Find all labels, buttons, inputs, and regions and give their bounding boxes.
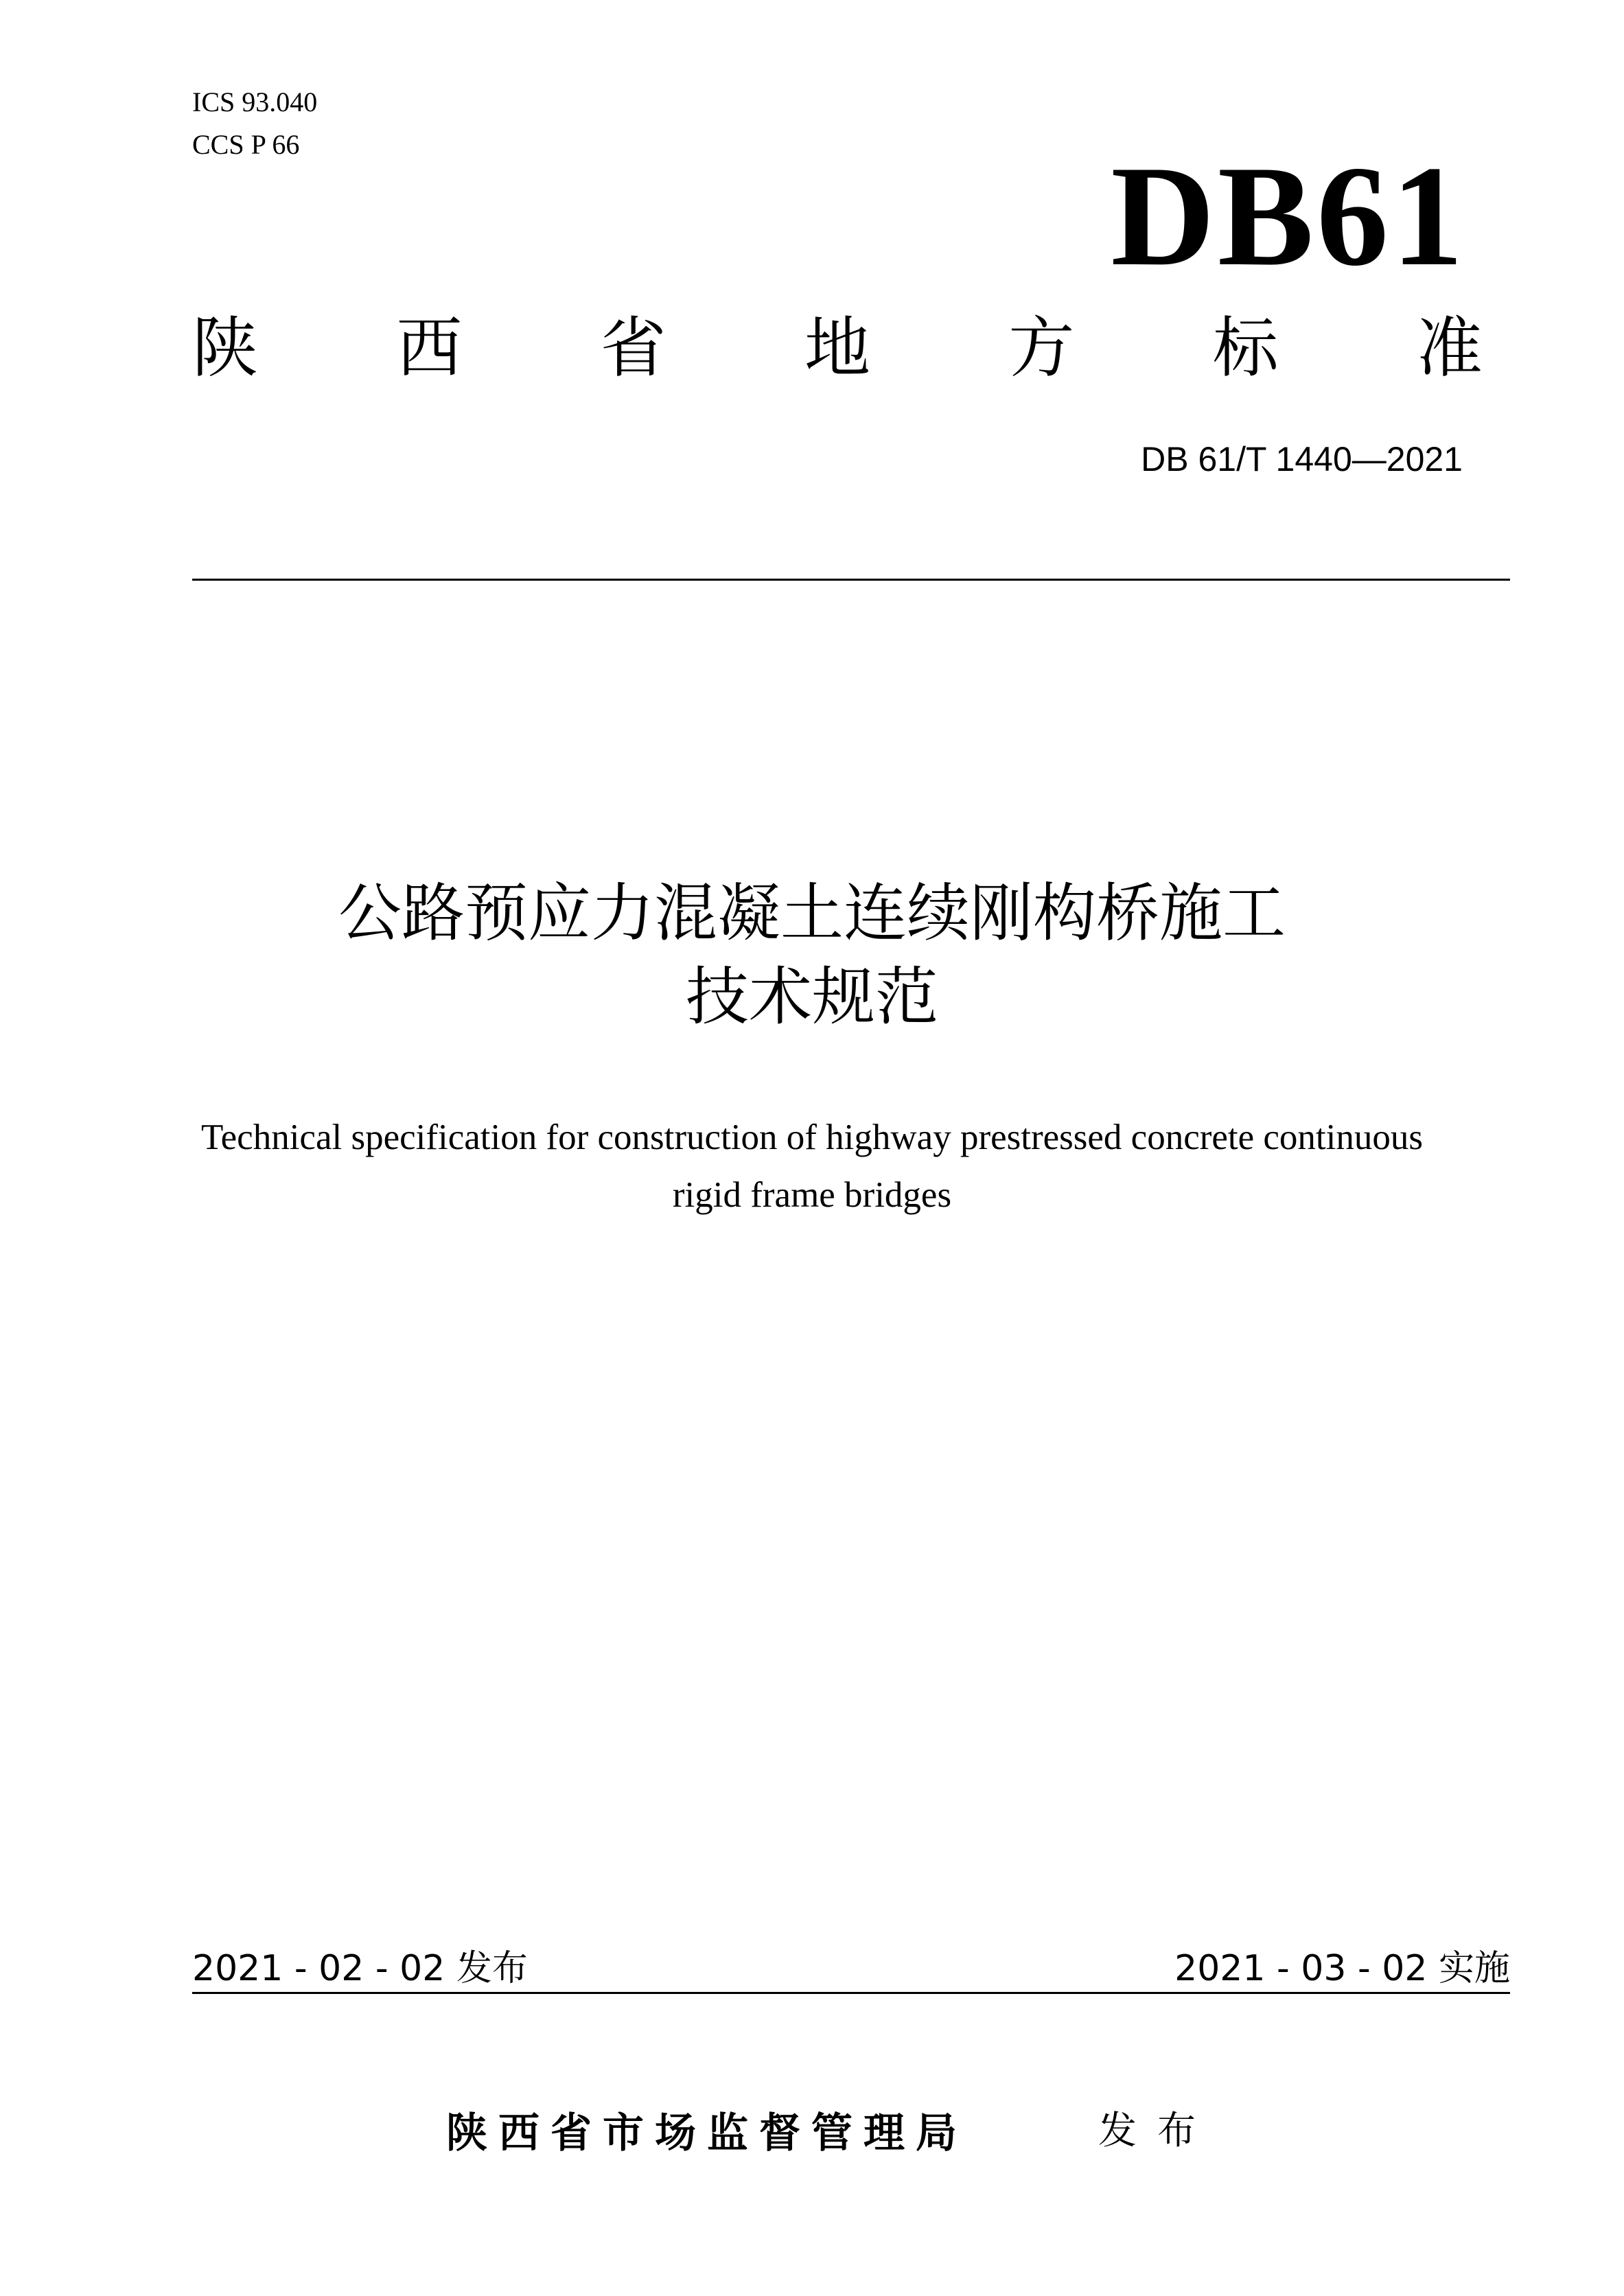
bottom-divider (192, 1992, 1510, 1994)
ccs-code: CCS P 66 (192, 129, 300, 160)
standard-type-char: 省 (600, 310, 666, 386)
standard-type-char: 准 (1416, 310, 1483, 386)
english-title (0, 1109, 1624, 1224)
chinese-title-line-1: 公路预应力混凝土连续刚构桥施工 (338, 877, 1286, 950)
standard-number: DB 61/T 1440—2021 (1141, 440, 1463, 478)
chinese-title-line-2: 技术规范 (685, 960, 938, 1034)
implement-date: 2021 - 03 - 02 实施 (1174, 1948, 1510, 1989)
ics-code: ICS 93.040 (192, 86, 318, 117)
standard-type-char: 西 (396, 310, 463, 386)
standard-type-char: 方 (1008, 310, 1075, 386)
standard-type-char: 地 (804, 310, 870, 386)
publisher: 陕西省市场监督管理局 (446, 2109, 968, 2157)
issue-date: 2021 - 02 - 02 发布 (192, 1948, 528, 1989)
top-divider (192, 579, 1510, 581)
chinese-title (0, 872, 1624, 1039)
classification-codes (192, 81, 317, 166)
english-title-line-1: Technical specification for construction of highway prestressed concrete continuous (200, 1117, 1423, 1157)
publish-verb: 发布 (1098, 2109, 1216, 2153)
standard-type-char: 陕 (192, 310, 258, 386)
standard-type-char: 标 (1212, 310, 1279, 386)
standard-type-title (192, 312, 1483, 385)
english-title-line-2: rigid frame bridges (672, 1175, 952, 1215)
standard-mark: DB61 (1111, 137, 1466, 296)
